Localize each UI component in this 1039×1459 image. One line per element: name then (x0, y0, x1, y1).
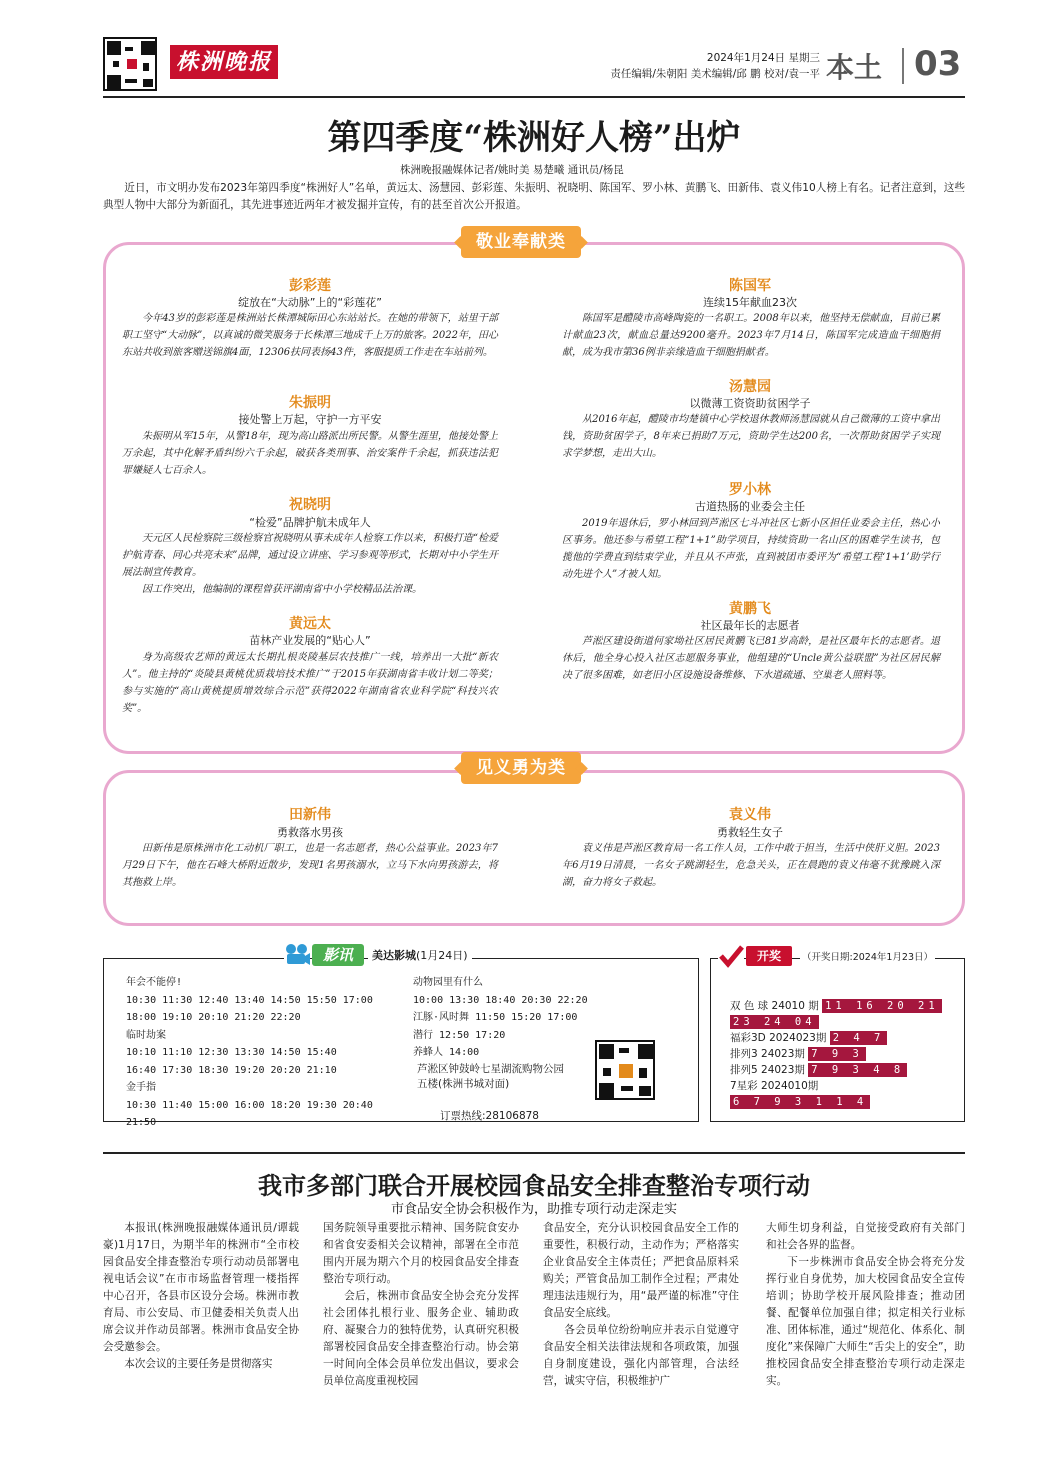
lottery-results (730, 998, 960, 1110)
film-times: 21:50 (126, 1117, 157, 1128)
film-times: 16:40 17:30 18:30 19:20 20:20 21:10 (126, 1064, 337, 1076)
person-story: 从2016年起，醴陵市均楚镇中心学校退休教师汤慧园就从自己微薄的工资中拿出钱，资助贫困学子，8年来已捐助7万元，资助学生达200名，一次帮助贫困学子实现求学梦想，走出大山。 (562, 414, 940, 459)
category-dedication-label: 敬业奉献类 (461, 226, 581, 258)
person-story-extra: 因工作突出，他编制的课程曾获评湖南省中小学校精品法治课。 (142, 584, 422, 595)
film-times: 18:00 19:10 20:10 21:20 22:20 (126, 1012, 301, 1023)
film-times: 10:00 13:30 18:40 20:30 22:20 (413, 994, 588, 1006)
section-divider (902, 48, 904, 84)
film-times: 10:10 11:10 12:30 13:30 14:50 15:40 (126, 1047, 337, 1058)
lottery-numbers: 23 24 04 (730, 1015, 819, 1029)
second-col-1 (103, 1220, 299, 1373)
person-name: 袁义伟 (729, 807, 771, 823)
person-story: 田新伟是原株洲市化工动机厂职工，也是一名志愿者，热心公益事业。2023年7月29日下午，他在石峰大桥附近散步，发现1名男孩溺水，立马下水向男孩游去，将其拖救上岸。 (122, 843, 498, 888)
check-icon (718, 944, 744, 968)
film-name: 动物园里有什么 (413, 977, 483, 988)
lottery-label: 排列5 24023期 (730, 1064, 805, 1076)
cinema-hotline: 订票热线:28106878 (440, 1110, 539, 1122)
paragraph: 下一步株洲市食品安全协会将充分发挥行业自身优势，加大校园食品安全宣传培训；协助学校开展风险排查；推动团餐、配餐单位加强自律；拟定相关行业标准、团体标准，通过“规范化、体系化、制度化”来保障广大师生“舌尖上的安全”，助推校园食品安全排查整治专项行动走深走实。 (766, 1256, 965, 1387)
lottery-badge: 开奖 (746, 946, 792, 966)
masthead-rule (103, 96, 965, 98)
film-icon (284, 942, 310, 966)
section-name: 本土 (826, 51, 883, 84)
person-name: 祝晓明 (289, 497, 331, 513)
film-times: 10:30 11:40 15:00 16:00 18:20 19:30 20:40 (126, 1099, 373, 1111)
person-story: 今年43岁的彭彩莲是株洲站长株潭城际田心东站站长。在她的带领下，站里干部职工坚守“大动脉”，以真诚的微笑服务于长株潭三地成千上万的旅客。2022年，田心东站共收到旅客赠送锦旗4面，12306扶同表扬43件，客服提质工作走在车站前列。 (122, 313, 498, 358)
paragraph: 国务院领导重要批示精神、国务院食安办和省食安委相关会议精神，部署在全市范围内开展为期六个月的校园食品安全排查整治专项行动。 (323, 1222, 519, 1285)
lottery-numbers: 6 7 9 3 1 1 4 (730, 1095, 870, 1109)
person-name: 陈国军 (729, 278, 771, 294)
qr-code (103, 37, 157, 91)
film-name: 金手指 (126, 1082, 156, 1093)
films-left (126, 974, 416, 1132)
paragraph: 大师生切身利益，自觉接受政府有关部门和社会各界的监督。 (766, 1222, 965, 1251)
paragraph: 食品安全，充分认识校园食品安全工作的重要性，积极行动，主动作为；严格落实企业食品安全主体责任；严把食品原料采购关；严管食品加工制作全过程；严肃处理违法违规行为，用“最严谨的标准”守住食品安全底线。 (543, 1222, 739, 1319)
person-name: 彭彩莲 (289, 278, 331, 294)
film-times: 14:00 (449, 1047, 480, 1058)
main-byline: 株洲晚报融媒体记者/姚时美 易楚曦 通讯员/杨昆 (400, 164, 624, 176)
cinema-title-wrap (368, 947, 472, 963)
person-name: 朱振明 (289, 395, 331, 411)
lottery-numbers: 7 9 3 4 8 (808, 1063, 907, 1077)
person-subtitle: 勇救落水男孩 (277, 826, 343, 839)
person-name: 黄鹏飞 (729, 601, 771, 617)
film-times: 11:50 15:20 17:00 (475, 1012, 578, 1023)
person-subtitle: “检爱”品牌护航未成年人 (249, 516, 371, 529)
main-lead: 近日，市文明办发布2023年第四季度“株洲好人”名单，黄远太、汤慧园、彭彩莲、朱振明、祝晓明、陈国军、罗小林、黄鹏飞、田新伟、袁义伟10人榜上有名。记者注意到，这些典型人物中大部分为新面孔，其先进事迹近两年才被发掘并宣传，有的甚至首次公开报道。 (103, 182, 965, 211)
film-name: 年会不能停! (126, 977, 183, 988)
lottery-numbers: 11 16 20 21 (822, 999, 942, 1013)
paragraph: 会后，株洲市食品安全协会充分发挥社会团体扎根行业、服务企业、辅助政府、凝聚合力的独特优势，认真研究积极部署校园食品安全排查整治行动。协会第一时间向全体会员单位发出倡议，要求会员单位高度重视校园 (323, 1290, 519, 1387)
film-times: 10:30 11:30 12:40 13:40 14:50 15:50 17:00 (126, 994, 373, 1006)
person-story: 身为高级农艺师的黄远太长期扎根炎陵基层农技推广一线，培养出一大批“新农人”。他主持的“炎陵县黄桃优质栽培技术推广”于2015年获湖南省丰收计划二等奖；参与实施的“高山黄桃提质增效综合示范”获得2022年湖南省农业科学院“科技兴农奖”。 (122, 652, 498, 714)
lottery-numbers: 2 4 7 (830, 1031, 888, 1045)
person-subtitle: 接处警上万起，守护一方平安 (238, 413, 382, 426)
film-name: 养蜂人 (413, 1047, 443, 1058)
second-story-rule (103, 1152, 965, 1154)
paragraph: 各会员单位纷纷响应并表示自觉遵守食品安全相关法律法规和各项政策，加强自身制度建设，强化内部管理，合法经营，诚实守信，积极维护广 (543, 1324, 739, 1387)
lottery-numbers: 7 9 3 (808, 1047, 866, 1061)
lottery-label: 双 色 球 24010 期 (730, 1000, 819, 1012)
second-col-3 (543, 1220, 739, 1390)
person-subtitle: 苗林产业发展的“贴心人” (249, 634, 371, 647)
person-story: 袁义伟是芦淞区教育局一名工作人员，工作中敢于担当，生活中侠肝义胆。2023年6月19日清晨，一名女子跳湖轻生，危急关头，正在晨跑的袁义伟毫不犹豫跳入深湖，奋力将女子救起。 (562, 843, 940, 888)
second-col-4 (766, 1220, 965, 1390)
person-story: 陈国军是醴陵市高峰陶瓷的一名职工。2008年以来，他坚持无偿献血，目前已累计献血23次，献血总量达9200毫升。2023年7月14日，陈国军完成造血干细胞捐献，成为我市第36例非亲缘造血干细胞捐献者。 (562, 313, 940, 358)
cinema-qr-code (595, 1040, 655, 1100)
film-name: 临时劫案 (126, 1029, 166, 1041)
cinema-address: 芦淞区钟鼓岭七星湖流购物公园五楼(株洲书城对面) (417, 1063, 564, 1090)
person-subtitle: 连续15年献血23次 (703, 296, 797, 309)
cinema-date: (1月24日) (416, 949, 468, 962)
film-times: 12:50 17:20 (439, 1029, 506, 1041)
person-name: 田新伟 (289, 807, 331, 823)
person-name: 黄远太 (289, 616, 331, 632)
issue-date: 2024年1月24日 星期三 (706, 52, 820, 64)
paragraph: 本次会议的主要任务是贯彻落实 (124, 1358, 273, 1370)
newspaper-logo: 株洲晚报 (170, 45, 278, 79)
lottery-label: 排列3 24023期 (730, 1048, 805, 1060)
person-name: 罗小林 (729, 482, 771, 498)
person-subtitle: 绽放在“大动脉”上的“彩莲花” (238, 296, 382, 309)
lottery-date: （开奖日期:2024年1月23日） (800, 949, 935, 963)
person-name: 汤慧园 (729, 379, 771, 395)
person-story: 朱振明从军15年，从警18年，现为高山路派出所民警。从警生涯里，他接处警上万余起，其中化解矛盾纠纷六千余起，破获各类刑事、治安案件千余起，抓获违法犯罪嫌疑人七百余人。 (122, 431, 498, 476)
editors-line: 责任编辑/朱朝阳 美术编辑/邱 鹏 校对/袁一平 (610, 68, 820, 80)
cinema-badge: 影讯 (312, 944, 364, 966)
lottery-label: 7星彩 2024010期 (730, 1080, 819, 1092)
paragraph: 本报讯(株洲晚报融媒体通讯员/谭载豪)1月17日，为期半年的株洲市“全市校园食品安全排查整治专项行动动员部署电视电话会议”在市市场监督管理一楼指挥中心召开，各县市区设分会场。株洲市教育局、市公安局、市卫健委相关负责人出席会议并作动员部署。株洲市食品安全协会受邀参会。 (103, 1222, 299, 1353)
lottery-label: 福彩3D 2024023期 (730, 1032, 827, 1044)
person-subtitle: 古道热肠的业委会主任 (695, 500, 805, 513)
film-name: 潜行 (413, 1029, 433, 1041)
main-headline: 第四季度“株洲好人榜”出炉 (327, 118, 741, 158)
person-subtitle: 社区最年长的志愿者 (700, 619, 800, 632)
film-name: 江豚·风时舞 (413, 1012, 470, 1023)
person-story: 芦淞区建设街道何家坳社区居民黄鹏飞已81岁高龄，是社区最年长的志愿者。退休后，他全身心投入社区志愿服务事业，他组建的“Uncle黄公益联盟”为社区居民解决了很多困难，如老旧小区设施设备维修、下水道疏通、空巢老人照料等。 (562, 636, 940, 681)
person-story: 天元区人民检察院三级检察官祝晓明从事未成年人检察工作以来，积极打造“检爱护航青春、同心共亮未来”品牌，通过设立讲座、学习参观等形式，长期对中小学生开展法制宣传教育。 (122, 533, 498, 578)
category-bravery-label: 见义勇为类 (461, 752, 581, 784)
second-col-2 (323, 1220, 519, 1390)
second-subtitle: 市食品安全协会积极作为，助推专项行动走深走实 (390, 1202, 677, 1217)
person-subtitle: 勇救轻生女子 (717, 826, 783, 839)
page-number: 03 (914, 44, 962, 84)
person-story: 2019年退休后，罗小林回到芦淞区七斗冲社区七新小区担任业委会主任，热心小区事务。他还参与希望工程“1+1”助学项目，持续资助一名山区的困难学生读书，包揽他的学费直到结束学业，并且从不声张，直到被团市委评为“希望工程‘1+1’助学行动先进个人”才被人知。 (562, 518, 940, 580)
cinema-title: 美达影城 (372, 949, 416, 962)
person-subtitle: 以微薄工资资助贫困学子 (689, 397, 811, 410)
second-headline: 我市多部门联合开展校园食品安全排查整治专项行动 (258, 1171, 810, 1200)
